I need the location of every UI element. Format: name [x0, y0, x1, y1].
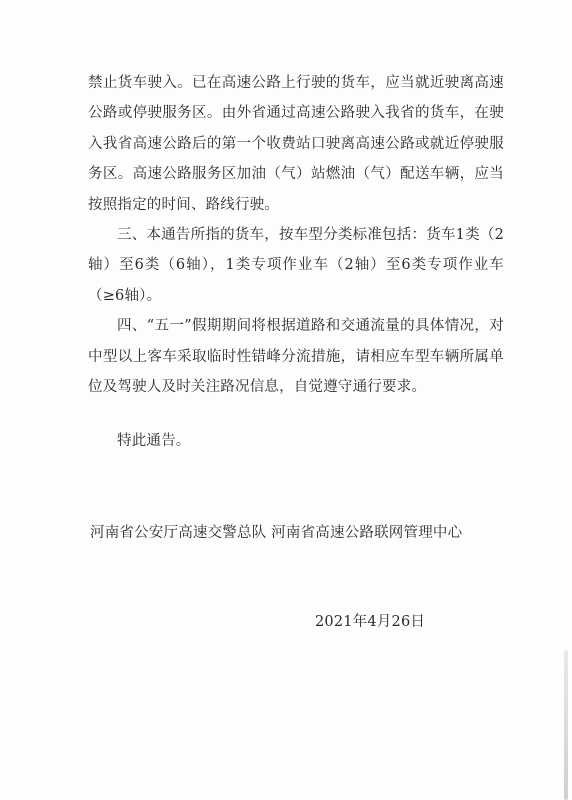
issue-date: 2021年4月26日: [315, 614, 426, 630]
scrollbar-thumb[interactable]: [564, 650, 568, 800]
notice-body: [88, 68, 504, 402]
paragraph-continuation: 禁止货车驶入。已在高速公路上行驶的货车，应当就近驶离高速公路或停驶服务区。由外省通过高速公路驶入我省的货车，在驶入我省高速公路后的第一个收费站口驶离高速公路或就近停驶服务区。高速公路服务区加油（气）站燃油（气）配送车辆，应当按照指定的时间、路线行驶。: [88, 75, 504, 213]
closing-statement: 特此通告。: [117, 433, 191, 449]
paragraph-section-four: 四、“五一”假期期间将根据道路和交通流量的具体情况，对中型以上客车采取临时性错峰分流措施，请相应车型车辆所属单位及驾驶人及时关注路况信息，自觉遵守通行要求。: [88, 318, 504, 396]
issuer-signature: 河南省公安厅高速交警总队 河南省高速公路联网管理中心: [90, 525, 463, 541]
paragraph-section-three: 三、本通告所指的货车，按车型分类标准包括：货车1类（2轴）至6类（6轴），1类专项作业车（2轴）至6类专项作业车（≥6轴）。: [88, 227, 504, 304]
